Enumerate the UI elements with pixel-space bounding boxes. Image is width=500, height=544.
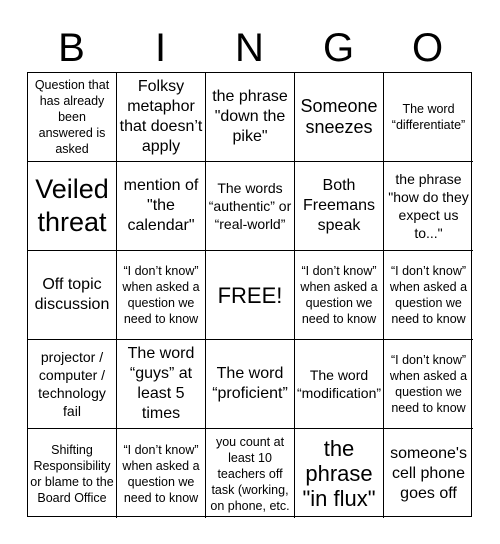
bingo-cell-text: The word “modification” <box>296 367 382 401</box>
bingo-cell-r5c2[interactable] <box>117 429 206 518</box>
bingo-cell-text: The word “differentiate” <box>391 102 466 132</box>
bingo-cell-r2c5[interactable] <box>384 162 473 251</box>
bingo-cell-text: “I don’t know” when asked a question we need to know <box>389 353 468 415</box>
bingo-cell-r5c4[interactable] <box>295 429 384 518</box>
bingo-cell-text: Someone sneezes <box>300 96 378 137</box>
bingo-cell-text: Off topic discussion <box>34 276 110 313</box>
bingo-cell-r5c5[interactable] <box>384 429 473 518</box>
bingo-cell-text: you count at least 10 teachers off task (working, on phone, etc. <box>210 434 290 513</box>
bingo-cell-r3c2[interactable] <box>117 251 206 340</box>
header-letter-n: N <box>235 26 264 70</box>
header-letter-i: I <box>154 26 167 70</box>
bingo-cell-text: mention of "the calendar" <box>123 177 199 234</box>
bingo-cell-r4c1[interactable] <box>28 340 117 429</box>
bingo-cell-text: The words “authentic” or “real-world” <box>208 180 292 232</box>
bingo-cell-r4c3[interactable] <box>206 340 295 429</box>
bingo-cell-r5c1[interactable] <box>28 429 117 518</box>
bingo-cell-text: Shifting Responsibility or blame to the Board Office <box>30 442 114 505</box>
bingo-cell-text: Both Freemans speak <box>302 177 376 234</box>
bingo-cell-text: projector / computer / technology fail <box>38 349 106 419</box>
bingo-cell-r2c2[interactable] <box>117 162 206 251</box>
bingo-cell-r1c1[interactable] <box>28 73 117 162</box>
bingo-cell-text: someone's cell phone goes off <box>390 444 467 502</box>
bingo-cell-r3c1[interactable] <box>28 251 117 340</box>
bingo-cell-text: the phrase "down the pike" <box>212 88 288 145</box>
bingo-cell-text: Veiled threat <box>35 174 109 237</box>
bingo-cell-text: Question that has already been answered is asked <box>34 78 110 156</box>
header-letter-b: B <box>58 26 85 70</box>
bingo-card <box>27 72 472 517</box>
bingo-cell-text: FREE! <box>217 282 283 308</box>
bingo-cell-r4c5[interactable] <box>384 340 473 429</box>
bingo-cell-text: the phrase "how do they expect us to..." <box>388 171 469 241</box>
bingo-cell-r1c3[interactable] <box>206 73 295 162</box>
bingo-cell-r4c4[interactable] <box>295 340 384 429</box>
bingo-cell-r2c1[interactable] <box>28 162 117 251</box>
bingo-cell-r5c3[interactable] <box>206 429 295 518</box>
bingo-cell-text: the phrase "in flux" <box>302 436 376 511</box>
bingo-cell-text: “I don’t know” when asked a question we need to know <box>389 264 468 326</box>
bingo-cell-text: The word “guys” at least 5 times <box>127 345 195 422</box>
header-letter-g: G <box>322 26 355 70</box>
bingo-cell-text: Folksy metaphor that doesn’t apply <box>119 78 203 155</box>
bingo-cell-r1c4[interactable] <box>295 73 384 162</box>
bingo-cell-r3c5[interactable] <box>384 251 473 340</box>
bingo-cell-free[interactable] <box>206 251 295 340</box>
bingo-cell-r1c2[interactable] <box>117 73 206 162</box>
bingo-cell-r2c3[interactable] <box>206 162 295 251</box>
header-letter-o: O <box>411 26 444 70</box>
bingo-cell-text: “I don’t know” when asked a question we need to know <box>300 264 378 326</box>
bingo-cell-r4c2[interactable] <box>117 340 206 429</box>
bingo-cell-r2c4[interactable] <box>295 162 384 251</box>
bingo-cell-text: “I don’t know” when asked a question we need to know <box>122 442 200 505</box>
bingo-header <box>27 24 472 72</box>
bingo-cell-r3c4[interactable] <box>295 251 384 340</box>
bingo-cell-text: The word “proficient” <box>212 365 288 402</box>
bingo-cell-r1c5[interactable] <box>384 73 473 162</box>
bingo-cell-text: “I don’t know” when asked a question we need to know <box>122 264 200 326</box>
